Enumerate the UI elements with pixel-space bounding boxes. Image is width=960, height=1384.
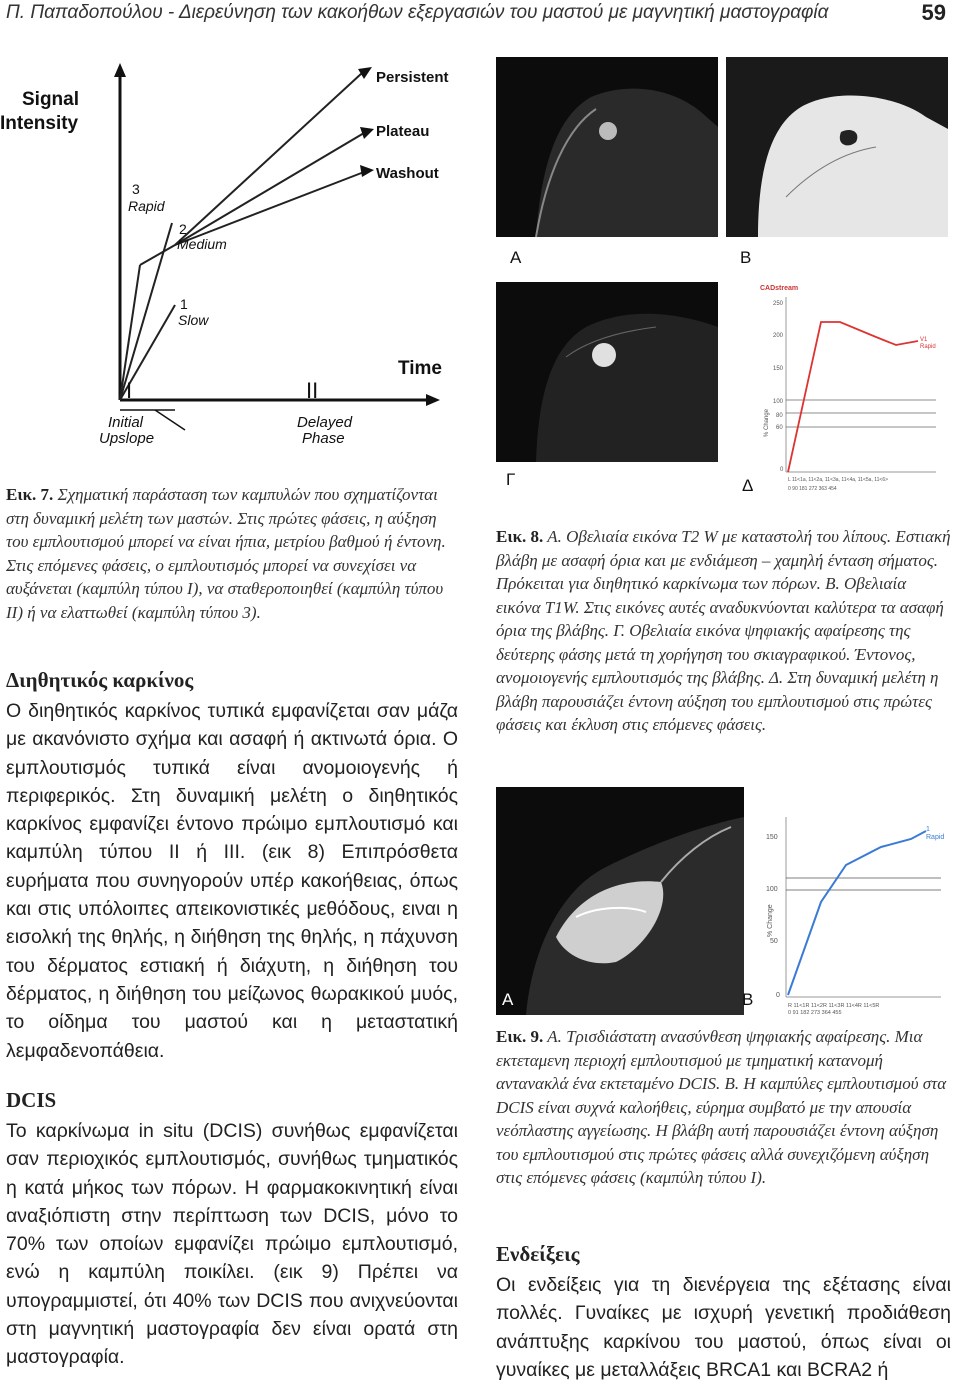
ytick-100: 100 [773, 399, 784, 405]
plateau-line [175, 133, 364, 245]
panel-A-label: Α [510, 248, 522, 267]
running-header: Π. Παπαδοπούλου - Διερεύνηση των κακοήθων εξεργασιών του μαστού με μαγνητική μαστογραφία [6, 2, 829, 23]
caption-text: Α. Οβελιαία εικόνα T2 W με καταστολή του λίπους. Εστιακή βλάβη με ασαφή όρια και με ενδιάμεση – χαμηλή ένταση σήματος. Πρόκειται για διηθητικό καρκίνωμα των πόρων. Β. Οβελιαία εικόνα T1W. Στις εικόνες αυτές αναδυκνύονται καλύτερα τα ασαφή όρια της βλάβης. Γ. Οβελιαία εικόνα ψηφιακής αφαίρεσης της δεύτερης φάσης μετά τη χορήγηση του σκιαγραφικού. Έντονος, ανομοιογενής εμπλουτισμός της βλάβης. Δ. Στη δυναμική μελέτη η βλάβη παρουσιάζει έντονη αύξηση του εμπλουτισμού στις πρώτες φάσεις και έκλυση στις επόμενες φάσεις. [496, 527, 951, 734]
curve-1-name: Slow [178, 312, 209, 328]
section-heading-dcis: DCIS [6, 1088, 57, 1112]
y-label-2: Intensity [0, 113, 79, 134]
section-heading-invasive: Διηθητικός καρκίνος [6, 668, 194, 692]
section-text-indications: Οι ενδείξεις για τη διενέργεια της εξέτασης είναι πολλές. Γυναίκες με ισχυρή γενετική προδιάθεση ανάπτυξης καρκίνου του μαστού, όπως είναι οι γυναίκες με μεταλλάξεις BRCA1 και BCRA2 ή [496, 1274, 951, 1381]
ytick-0: 0 [776, 992, 780, 999]
time-label: Time [398, 358, 443, 379]
ytick-0: 0 [780, 467, 784, 473]
chart-xrow-2: 0 91 182 273 364 455 [788, 1010, 842, 1015]
caption-text: Α. Τρισδιάστατη ανασύνθεση ψηφιακής αφαίρεσης. Μια εκτεταμενη περιοχή εμπλουτισμού με τμηματική κατανομή αντανακλά ένα εκτεταμένο DCIS. Β. Η καμπύλες εμπλουτισμού στα DCIS είναι συχνά καλοήθεις, εύρημα συμβατό με την απουσία νεόπλαστης αγγείωσης. Η βλάβη αυτή παρουσιάζει έντονη αύξηση του εμπλουτισμού στις πρώτες φάσεις αλλά συνεχιζόμενη αύξηση στις επόμενες φάσεις (καμπύλη τύπου Ι). [496, 1027, 947, 1187]
ytick-200: 200 [773, 333, 784, 339]
caption-label: Εικ. 8. [496, 527, 544, 546]
ytick-80: 80 [776, 413, 783, 419]
plateau-label: Plateau [376, 123, 430, 140]
figure-9-caption [496, 1025, 951, 1190]
curve-label-2: Rapid [926, 834, 945, 841]
caption-label: Εικ. 9. [496, 1027, 544, 1046]
figure-8-caption [496, 525, 951, 737]
curve-2-name: Medium [177, 236, 227, 252]
persistent-label: Persistent [376, 69, 449, 86]
chart-header: CADstream [760, 285, 799, 292]
phase-I: I [126, 378, 133, 403]
ytick-150: 150 [766, 834, 778, 841]
y-label-1: Signal [22, 89, 80, 110]
washout-label: Washout [376, 165, 439, 182]
curve-2-num: 2 [179, 221, 187, 237]
panel-B-chart [746, 787, 948, 1015]
page-number: 59 [921, 0, 946, 25]
panel-B-label: Β [742, 990, 754, 1009]
panel-D-chart [726, 282, 948, 492]
curve-3-num: 3 [132, 181, 140, 197]
figure-9-panels [496, 787, 948, 1015]
section-heading-indications: Ενδείξεις [496, 1242, 580, 1266]
phase-I-label-2: Upslope [99, 430, 155, 447]
ytick-250: 250 [773, 301, 784, 307]
washout-line [175, 172, 364, 245]
ytick-60: 60 [776, 425, 783, 431]
curve-label-1: V1 [920, 337, 928, 343]
caption-text: Σχηματική παράσταση των καμπυλών που σχηματίζονται στη δυναμική μελέτη των μαστών. Στις πρώτες φάσεις, η αύξηση του εμπλουτισμού μπορεί να είναι ήπια, μετρίου βαθμού ή έντονη. Στις επόμενες φάσεις, ο εμπλουτισμός μπορεί να συνεχίσει να αυξάνεται (καμπύλη τύπου Ι), να σταθεροποιηθεί (καμπύλη τύπου ΙΙ) ή να ελαττωθεί (καμπύλη τύπου 3). [6, 485, 446, 622]
panel-A-label: Α [502, 990, 514, 1009]
phase-I-label-1: Initial [108, 414, 144, 431]
panel-D-label: Δ [742, 476, 754, 495]
chart-ylabel: % Change [764, 408, 770, 437]
chart-xrow-1: L 11<1a, 11<2a, 11<3a, 11<4a, 11<5a, 11<6> [788, 477, 889, 483]
phase-II: II [306, 378, 319, 403]
chart-xrow-1: R 11<1R 11<2R 11<3R 11<4R 11<5R [788, 1003, 880, 1009]
phase-II-label-1: Delayed [297, 414, 353, 431]
curve-3-name: Rapid [128, 198, 165, 214]
panel-B-label: Β [740, 248, 752, 267]
chart-ylabel: % Change [767, 904, 774, 937]
figure-7-diagram [0, 55, 455, 475]
phase-II-label-2: Phase [302, 430, 345, 447]
section-text-dcis: Το καρκίνωμα in situ (DCIS) συνήθως εμφανίζεται σαν περιοχικός εμπλουτισμός, συνήθως τμηματικός η κατά μήκος των πόρων. Η φαρμακοκινητική είναι αναξιόπιστη στην περίπτωση των DCIS, μόνο το 70% των οποίων εμφανίζει πρώιμο εμπλουτισμό, ενώ η καμπύλη ποικίλει. (εικ 9) Πρέπει να υπογραμμιστεί, ότι 40% των DCIS που ανιχνεύονται στη μαγνητική μαστογραφία δεν είναι ορατά στη μαστογραφία. [6, 1120, 458, 1369]
ytick-50: 50 [770, 938, 778, 945]
figure-8-panels [496, 57, 948, 495]
curve-label-1: 1 [926, 826, 930, 833]
figure-7-caption [6, 483, 458, 624]
curve-1-num: 1 [180, 296, 188, 312]
persistent-line [175, 73, 362, 245]
section-text-invasive: Ο διηθητικός καρκίνος τυπικά εμφανίζεται σαν μάζα με ακανόνιστο σχήμα και ασαφή ή ακτινωτά όρια. Ο εμπλουτισμός τυπικά είναι ανομοιογενής ή περιφερικός. Στη δυναμική μελέτη ο διηθητικός καρκίνος εμφανίζει έντονο πρώιμο εμπλουτισμό και καμπύλη τύπου ΙΙ ή ΙΙΙ. (εικ 8) Επιπρόσθετα ευρήματα που συνηγορούν υπέρ κακοήθειας, όπως και στις υπόλοιπες απεικονιστικές μεθόδους, ειναι η εισολκή της θηλής, η διήθηση της θηλής, η πάχυνση του δέρματος εστιακή ή διάχυτη, η διήθηση του δέρματος, η διήθηση του μείζωνος θωρακικού μυός, το οίδημα του μαστού και η μεταστατική λεμφαδενοπάθεια. [6, 700, 458, 1062]
panel-G-label: Γ [506, 470, 516, 489]
chart-xrow-2: 0 90 181 272 363 454 [788, 486, 837, 492]
ytick-100: 100 [766, 886, 778, 893]
caption-label: Εικ. 7. [6, 485, 54, 504]
ytick-150: 150 [773, 366, 784, 372]
curve-label-2: Rapid [920, 344, 936, 350]
